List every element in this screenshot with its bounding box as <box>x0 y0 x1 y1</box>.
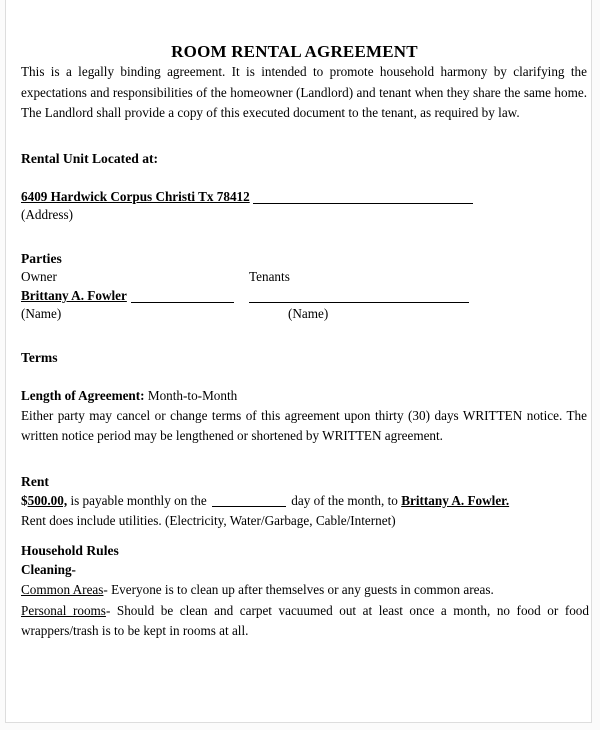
parties-sublabels <box>21 305 584 323</box>
length-of-agreement-label: Length of Agreement: <box>21 387 145 403</box>
currency-symbol: $ <box>21 492 28 508</box>
address-value[interactable]: 6409 Hardwick Corpus Christi Tx 78412 <box>21 189 253 204</box>
parties-heading: Parties <box>21 250 62 266</box>
parties-column-headers <box>21 268 584 286</box>
spacer <box>21 447 584 473</box>
owner-label: Owner <box>21 268 57 284</box>
rent-payee-value[interactable]: Brittany A. Fowler. <box>401 492 510 508</box>
tenant-name-rule <box>249 302 469 303</box>
personal-rooms-rule <box>21 601 589 642</box>
cleaning-label: Cleaning- <box>21 561 76 577</box>
rent-utilities-line: Rent does include utilities. (Electricity, Water/Garbage, Cable/Internet) <box>21 512 396 528</box>
document-content <box>21 0 589 642</box>
intro-paragraph: This is a legally binding agreement. It is intended to promote household harmony by clarifying the expectations and responsibilities of the homeowner (Landlord) and tenant when they share the same home. The Landlord shall provide a copy of this executed document to the tenant, as required by law. <box>21 64 587 120</box>
rental-unit-heading: Rental Unit Located at: <box>21 150 159 166</box>
personal-rooms-label: Personal rooms <box>21 602 106 618</box>
household-rules-heading: Household Rules <box>21 542 119 558</box>
parties-name-row[interactable] <box>21 286 584 305</box>
common-areas-text: - Everyone is to clean up after themselves or any guests in common areas. <box>103 582 494 597</box>
common-areas-label: Common Areas <box>21 582 104 597</box>
owner-name-value[interactable]: Brittany A. Fowler <box>21 288 131 303</box>
document-sheet <box>5 0 592 723</box>
document-title: ROOM RENTAL AGREEMENT <box>171 42 418 61</box>
rent-day-blank[interactable] <box>212 506 286 507</box>
spacer <box>21 124 584 150</box>
spacer <box>21 224 584 250</box>
spacer <box>21 367 584 386</box>
common-areas-rule <box>21 580 584 601</box>
spacer <box>21 531 584 542</box>
rent-amount-row <box>21 491 584 511</box>
address-sublabel: (Address) <box>21 206 74 222</box>
personal-rooms-text: - Should be clean and carpet vacuumed out at least once a month, no food or food wrappers/trash is to be kept in rooms at all. <box>21 602 589 638</box>
rent-payable-text: is payable monthly on the <box>70 492 207 508</box>
spacer <box>21 168 584 187</box>
terms-body: Either party may cancel or change terms of this agreement upon thirty (30) days WRITTEN notice. The written notice period may be lengthened or shortened by WRITTEN agreement. <box>21 407 587 443</box>
owner-name-sublabel: (Name) <box>21 305 62 321</box>
spacer <box>21 323 584 349</box>
terms-heading: Terms <box>21 349 58 365</box>
tenant-name-sublabel: (Name) <box>288 305 329 321</box>
tenants-label: Tenants <box>249 268 290 284</box>
length-of-agreement-row <box>21 386 584 406</box>
address-field-row[interactable] <box>21 187 584 206</box>
length-of-agreement-value[interactable]: Month-to-Month <box>147 387 238 403</box>
rent-amount-value[interactable]: 500.00, <box>27 492 68 508</box>
rent-heading: Rent <box>21 473 49 489</box>
rent-day-text: day of the month, to <box>291 492 398 508</box>
